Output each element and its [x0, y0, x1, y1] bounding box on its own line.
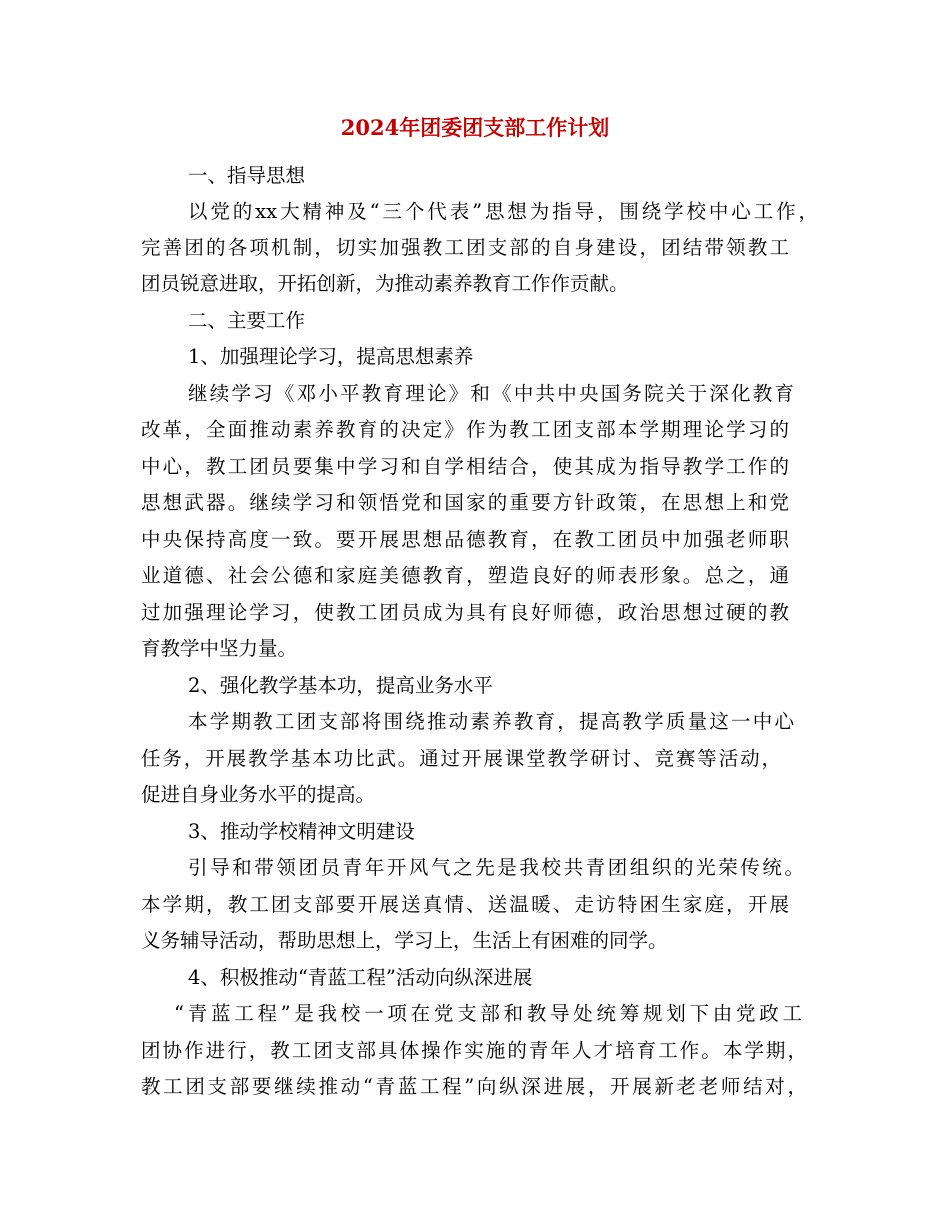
subsection-heading: 1、加强理论学习，提高思想素养: [188, 345, 474, 368]
paragraph-line: 业道德、社会公德和家庭美德教育，塑造良好的师表形象。总之，通: [141, 564, 789, 587]
paragraph-line: 中心，教工团员要集中学习和自学相结合，使其成为指导教学工作的: [141, 455, 789, 478]
paragraph-line: 完善团的各项机制，切实加强教工团支部的自身建设，团结带领教工: [141, 236, 789, 259]
paragraph-line: 团协作进行，教工团支部具体操作实施的青年人才培育工作。本学期，: [141, 1039, 807, 1062]
section-heading: 二、主要工作: [188, 309, 306, 332]
paragraph-line: 育教学中坚力量。: [141, 637, 298, 660]
paragraph-line: 中央保持高度一致。要开展思想品德教育，在教工团员中加强老师职: [141, 528, 789, 551]
section-heading: 一、指导思想: [188, 164, 306, 187]
paragraph-line: 思想武器。继续学习和领悟党和国家的重要方针政策，在思想上和党: [141, 491, 789, 514]
subsection-heading: 3、推动学校精神文明建设: [188, 820, 415, 843]
paragraph-line: 任务，开展教学基本功比武。通过开展课堂教学研讨、竞赛等活动，: [141, 747, 781, 770]
paragraph-line: 义务辅导活动，帮助思想上，学习上，生活上有困难的同学。: [141, 929, 668, 952]
subsection-heading: 4、积极推动“青蓝工程”活动向纵深进展: [188, 966, 533, 989]
paragraph-line: 促进自身业务水平的提高。: [141, 783, 376, 806]
paragraph-line: 以党的xx大精神及“三个代表”思想为指导，围绕学校中心工作，: [188, 200, 818, 223]
paragraph-line: “青蓝工程”是我校一项在党支部和教导处统筹规划下由党政工: [174, 1002, 802, 1025]
paragraph-line: 引导和带领团员青年开风气之先是我校共青团组织的光荣传统。: [188, 856, 804, 879]
paragraph-line: 过加强理论学习，使教工团员成为具有良好师德，政治思想过硬的教: [141, 601, 789, 624]
paragraph-line: 继续学习《邓小平教育理论》和《中共中央国务院关于深化教育: [188, 382, 794, 405]
paragraph-line: 团员锐意进取，开拓创新，为推动素养教育工作作贡献。: [141, 272, 629, 295]
subsection-heading: 2、强化教学基本功，提高业务水平: [188, 674, 493, 697]
paragraph-line: 教工团支部要继续推动“青蓝工程”向纵深进展，开展新老老师结对，: [141, 1075, 807, 1098]
paragraph-line: 改革，全面推动素养教育的决定》作为教工团支部本学期理论学习的: [141, 418, 789, 441]
document-title: 2024年团委团支部工作计划: [340, 115, 610, 140]
paragraph-line: 本学期教工团支部将围绕推动素养教育，提高教学质量这一中心: [188, 710, 794, 733]
paragraph-line: 本学期，教工团支部要开展送真情、送温暖、走访特困生家庭，开展: [141, 893, 789, 916]
